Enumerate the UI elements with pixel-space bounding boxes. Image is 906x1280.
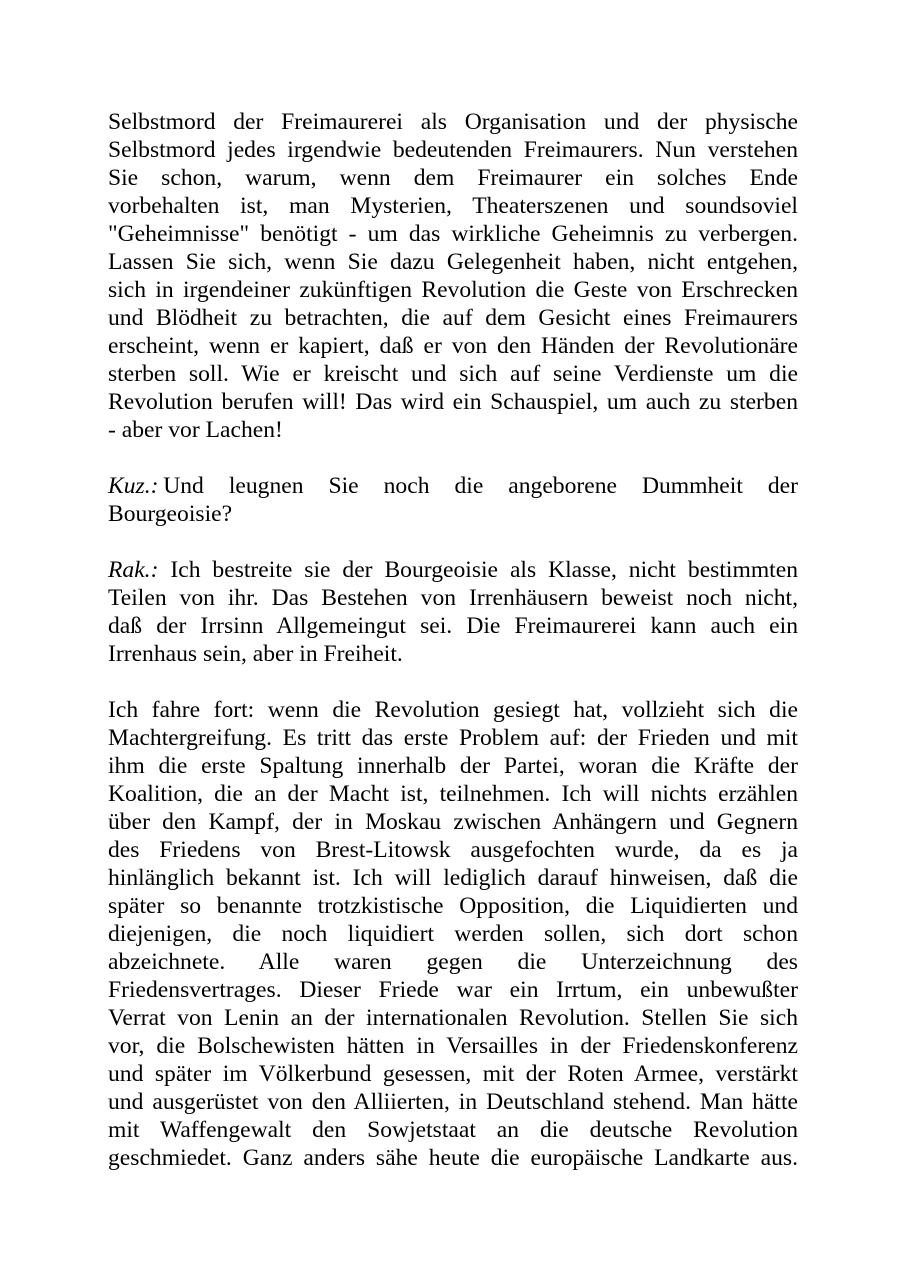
text-line: diejenigen, die noch liquidiert werden sollen, sich dort schon	[108, 921, 798, 947]
dialogue-text: Ich bestreite sie der Bourgeoisie als Klasse, nicht bestimmten	[170, 557, 798, 583]
text-line: - aber vor Lachen!	[108, 417, 283, 443]
paragraph-narration-2	[108, 696, 798, 1172]
text-line: später so benannte trotzkistische Opposition, die Liquidierten und	[108, 893, 798, 919]
text-line: Koalition, die an der Macht ist, teilnehmen. Ich will nichts erzählen	[108, 781, 798, 807]
text-line: und Blödheit zu betrachten, die auf dem Gesicht eines Freimaurers	[108, 305, 798, 331]
text-line: Ich fahre fort: wenn die Revolution gesiegt hat, vollzieht sich die	[108, 697, 798, 723]
text-line: vorbehalten ist, man Mysterien, Theaterszenen und soundsoviel	[108, 193, 798, 219]
text-line: des Friedens von Brest-Litowsk ausgefochten wurde, da es ja	[108, 837, 798, 863]
text-line: sterben soll. Wie er kreischt und sich auf seine Verdienste um die	[108, 361, 798, 387]
text-line: abzeichnete. Alle waren gegen die Unterzeichnung des	[108, 949, 798, 975]
text-line: Selbstmord der Freimaurerei als Organisation und der physische	[108, 109, 798, 135]
text-line: und später im Völkerbund gesessen, mit der Roten Armee, verstärkt	[108, 1061, 798, 1087]
document-page	[108, 108, 798, 1200]
text-line: ihm die erste Spaltung innerhalb der Partei, woran die Kräfte der	[108, 753, 798, 779]
text-line	[108, 472, 798, 500]
speaker-label: Rak.:	[108, 557, 159, 583]
text-line: Machtergreifung. Es tritt das erste Problem auf: der Frieden und mit	[108, 725, 798, 751]
text-line: mit Waffengewalt den Sowjetstaat an die deutsche Revolution	[108, 1117, 798, 1143]
text-line: Irrenhaus sein, aber in Freiheit.	[108, 641, 403, 667]
text-line: Lassen Sie sich, wenn Sie dazu Gelegenheit haben, nicht entgehen,	[108, 249, 798, 275]
speaker-label: Kuz.:	[108, 473, 159, 499]
text-line: geschmiedet. Ganz anders sähe heute die europäische Landkarte aus.	[108, 1145, 798, 1171]
paragraph-narration-1	[108, 108, 798, 444]
text-line: "Geheimnisse" benötigt - um das wirkliche Geheimnis zu verbergen.	[108, 221, 798, 247]
dialogue-text: Und leugnen Sie noch die angeborene Dummheit der	[163, 473, 798, 499]
text-line: hinlänglich bekannt ist. Ich will lediglich darauf hinweisen, daß die	[108, 865, 798, 891]
text-line: Sie schon, warum, wenn dem Freimaurer ein solches Ende	[108, 165, 798, 191]
text-line: daß der Irrsinn Allgemeingut sei. Die Freimaurerei kann auch ein	[108, 613, 798, 639]
paragraph-dialogue-rak	[108, 556, 798, 668]
text-line: erscheint, wenn er kapiert, daß er von den Händen der Revolutionäre	[108, 333, 798, 359]
text-line	[108, 556, 798, 584]
text-line: vor, die Bolschewisten hätten in Versailles in der Friedenskonferenz	[108, 1033, 798, 1059]
text-line: Selbstmord jedes irgendwie bedeutenden Freimaurers. Nun verstehen	[108, 137, 798, 163]
text-line: sich in irgendeiner zukünftigen Revolution die Geste von Erschrecken	[108, 277, 798, 303]
text-line: Bourgeoisie?	[108, 501, 233, 527]
text-line: Teilen von ihr. Das Bestehen von Irrenhäusern beweist noch nicht,	[108, 585, 798, 611]
text-line: über den Kampf, der in Moskau zwischen Anhängern und Gegnern	[108, 809, 798, 835]
text-line: und ausgerüstet von den Alliierten, in Deutschland stehend. Man hätte	[108, 1089, 798, 1115]
text-line: Verrat von Lenin an der internationalen Revolution. Stellen Sie sich	[108, 1005, 798, 1031]
text-line: Friedensvertrages. Dieser Friede war ein Irrtum, ein unbewußter	[108, 977, 798, 1003]
text-line: Revolution berufen will! Das wird ein Schauspiel, um auch zu sterben	[108, 389, 798, 415]
paragraph-dialogue-kuz	[108, 472, 798, 528]
